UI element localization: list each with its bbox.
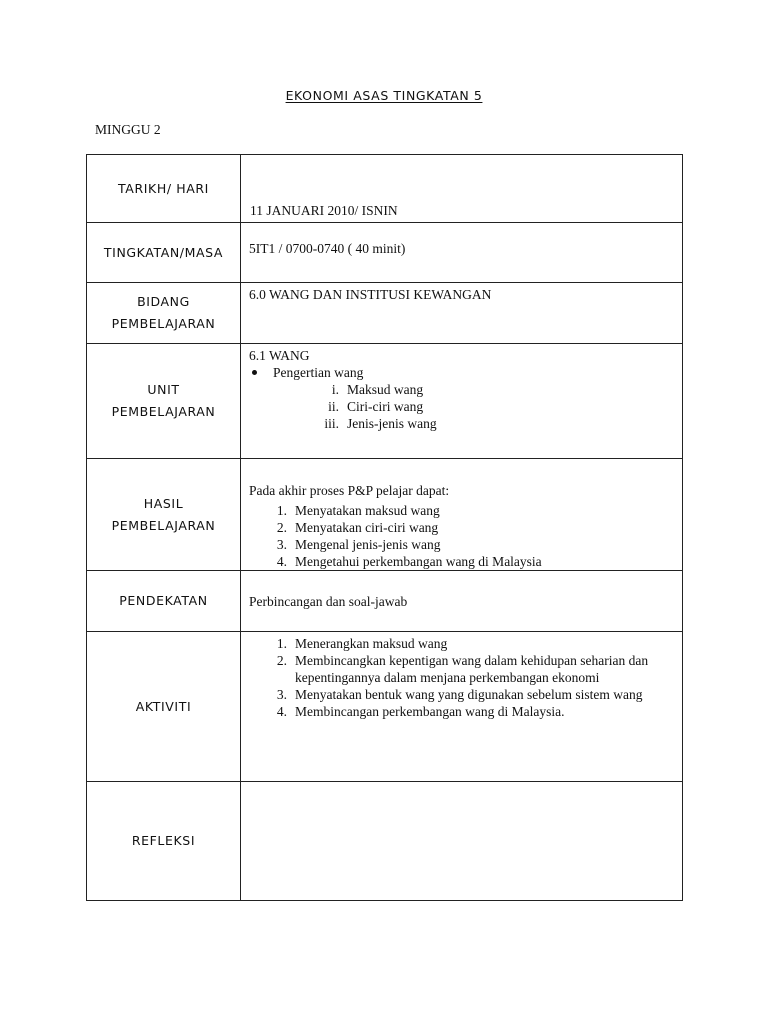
bullet-dot-icon <box>252 370 257 375</box>
list-item-number: i. <box>331 382 339 397</box>
date-day-label: TARIKH/ HARI <box>87 155 241 223</box>
row-activities <box>87 632 683 782</box>
list-item <box>249 553 674 570</box>
list-item-text: Jenis-jenis wang <box>347 416 437 431</box>
learning-unit-bullet <box>273 364 674 381</box>
list-item <box>249 536 674 553</box>
list-item <box>249 652 674 686</box>
learning-unit-bullet-text: Pengertian wang <box>273 365 364 380</box>
learning-area-label-line1: BIDANG <box>137 294 190 309</box>
list-item-number: 4. <box>276 554 287 569</box>
list-item-text: Mengetahui perkembangan wang di Malaysia <box>295 554 542 569</box>
row-learning-area <box>87 283 683 344</box>
list-item-text: Menerangkan maksud wang <box>295 636 448 651</box>
list-item-text: Ciri-ciri wang <box>347 399 424 414</box>
class-time-value: 5IT1 / 0700-0740 ( 40 minit) <box>249 241 406 256</box>
approach-label: PENDEKATAN <box>87 571 241 632</box>
document-title <box>0 88 768 103</box>
learning-unit-bullets <box>249 364 674 381</box>
activities-cell <box>241 632 683 782</box>
reflection-label: REFLEKSI <box>87 782 241 901</box>
learning-unit-label-line2: PEMBELAJARAN <box>111 404 216 419</box>
list-item-number: 3. <box>276 687 287 702</box>
learning-outcomes-list <box>249 502 674 570</box>
learning-outcomes-content <box>249 482 674 570</box>
document-title-text: EKONOMI ASAS TINGKATAN 5 <box>285 88 483 103</box>
list-item-text: Maksud wang <box>347 382 424 397</box>
row-class-time <box>87 223 683 283</box>
list-item-text: Mengenal jenis-jenis wang <box>295 537 441 552</box>
learning-outcomes-label-line2: PEMBELAJARAN <box>111 517 216 533</box>
list-item <box>249 415 674 432</box>
list-item <box>249 381 674 398</box>
list-item <box>249 686 674 703</box>
reflection-value[interactable] <box>241 782 683 901</box>
list-item-text: Menyatakan maksud wang <box>295 503 440 518</box>
week-label: MINGGU 2 <box>95 122 161 137</box>
list-item-text: Menyatakan bentuk wang yang digunakan sebelum sistem wang <box>295 687 643 702</box>
row-learning-outcomes <box>87 459 683 571</box>
learning-outcomes-label <box>87 459 241 571</box>
learning-unit-label <box>87 344 241 459</box>
learning-unit-cell <box>241 344 683 459</box>
learning-outcomes-cell <box>241 459 683 571</box>
row-approach <box>87 571 683 632</box>
class-time-label: TINGKATAN/MASA <box>87 223 241 283</box>
learning-area-label-line2: PEMBELAJARAN <box>111 316 216 331</box>
list-item-text: Membincangan perkembangan wang di Malaysia. <box>295 704 565 719</box>
list-item-text: Menyatakan ciri-ciri wang <box>295 520 439 535</box>
list-item <box>249 703 674 720</box>
list-item-number: iii. <box>324 416 339 431</box>
learning-unit-heading: 6.1 WANG <box>249 348 310 363</box>
learning-unit-label-line1: UNIT <box>147 382 180 397</box>
activities-label: AKTIVITI <box>87 632 241 782</box>
row-reflection <box>87 782 683 901</box>
learning-area-value: 6.0 WANG DAN INSTITUSI KEWANGAN <box>241 283 683 344</box>
list-item-number: 1. <box>276 636 287 651</box>
list-item <box>249 519 674 536</box>
list-item-number: 3. <box>276 537 287 552</box>
learning-area-label <box>87 283 241 344</box>
list-item-number: 4. <box>276 704 287 719</box>
date-day-value: 11 JANUARI 2010/ ISNIN <box>250 203 398 218</box>
list-item <box>249 502 674 519</box>
list-item-number: 2. <box>276 520 287 535</box>
activities-list <box>249 635 674 720</box>
learning-outcomes-label-line1: HASIL <box>143 495 184 511</box>
row-learning-unit <box>87 344 683 459</box>
approach-value: Perbincangan dan soal-jawab <box>241 571 683 632</box>
learning-unit-subitems <box>249 381 674 432</box>
list-item-number: 2. <box>276 653 287 668</box>
class-time-cell <box>241 223 683 283</box>
list-item-number: ii. <box>328 399 339 414</box>
lesson-plan-table <box>86 154 683 901</box>
list-item-number: 1. <box>276 503 287 518</box>
row-date-day <box>87 155 683 223</box>
list-item <box>249 635 674 652</box>
list-item <box>249 398 674 415</box>
list-item-text: Membincangkan kepentigan wang dalam kehidupan seharian dan kepentingannya dalam menjana perkembangan ekonomi <box>295 653 649 685</box>
learning-outcomes-intro: Pada akhir proses P&P pelajar dapat: <box>249 483 450 498</box>
date-day-cell <box>241 155 683 223</box>
